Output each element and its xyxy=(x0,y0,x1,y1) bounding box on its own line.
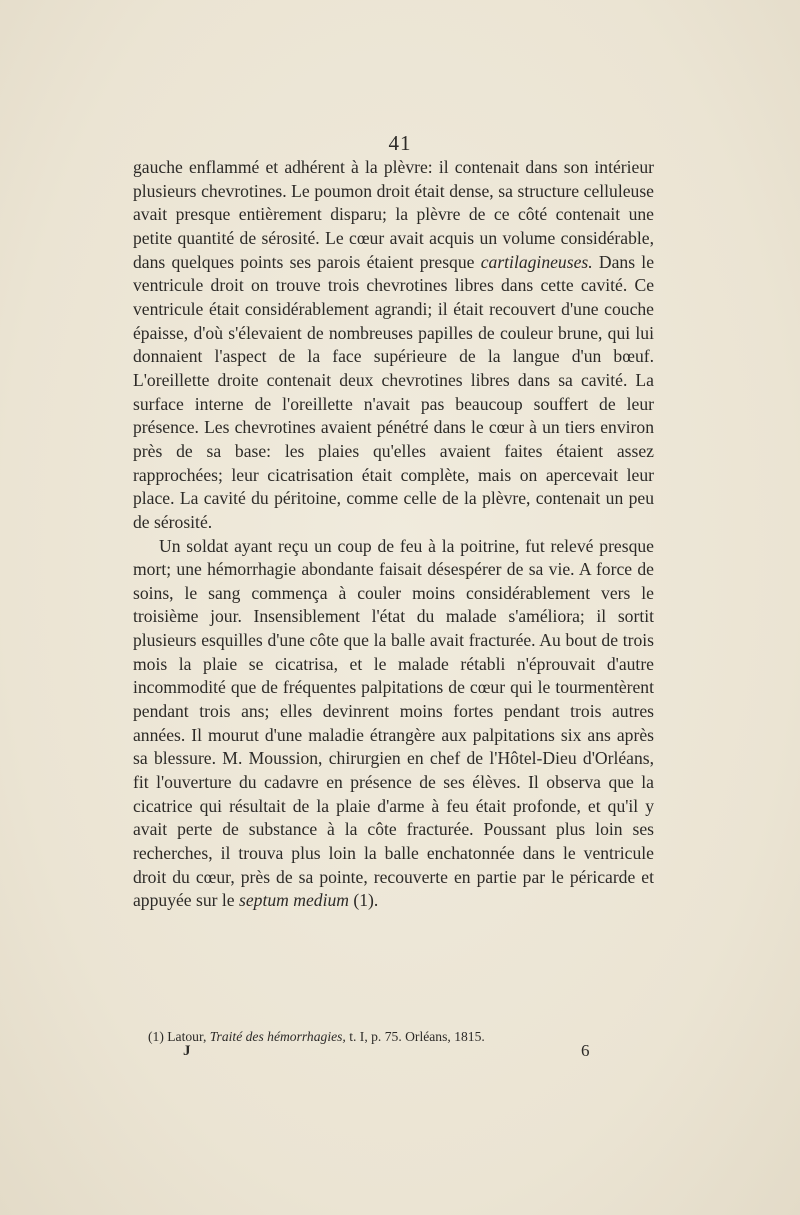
italic-term: septum medium xyxy=(239,890,349,911)
page-number: 41 xyxy=(388,131,412,155)
footnote-prefix: (1) Latour, xyxy=(148,1029,207,1044)
footnote-reference: (1). xyxy=(353,890,379,911)
italic-term: cartilagineuses. xyxy=(480,251,593,272)
paragraph-text: Dans le ventricule droit on trouve trois chevrotines libres dans cette cavité. Ce ventricule était considérablement agrandi; il était recouvert d'une couche épaisse, d'où s'élevaient de nombreuses papilles de couleur brune, qui lui donnaient l'aspect de la face supérieure de la langue d'un bœuf. L'oreillette droite contenait deux chevrotines libres dans sa cavité. La surface interne de l'oreillette n'avait pas beaucoup souffert de leur présence. Les chevrotines avaient pénétré dans le cœur à un tiers environ près de sa base: les plaies qu'elles avaient faites étaient assez rapprochées; leur cicatrisation était complète, mais on apercevait leur place. La cavité du péritoine, comme celle de la plèvre, contenait un peu de sérosité. xyxy=(133,251,655,532)
paragraph xyxy=(133,535,654,914)
signature-mark: J xyxy=(183,1043,191,1059)
body-text xyxy=(133,156,654,913)
sheet-number: 6 xyxy=(581,1041,590,1060)
paragraph-text: Un soldat ayant reçu un coup de feu à la poitrine, fut relevé presque mort; une hémorrhagie abondante faisait désespérer de sa vie. A force de soins, le sang commença à couler moins considérablement vers le troisième jour. Insensiblement l'état du malade s'améliora; il sortit plusieurs esquilles d'une côte que la balle avait fracturée. Au bout de trois mois la plaie se cicatrisa, et le malade rétabli n'éprouvait d'autre incommodité que de fréquentes palpitations de cœur qui le tourmentèrent pendant trois ans; elles devinrent moins fortes pendant trois autres années. Il mourut d'une maladie étrangère aux palpitations six ans après sa blessure. M. Moussion, chirurgien en chef de l'Hôtel-Dieu d'Orléans, fit l'ouverture du cadavre en présence de ses élèves. Il observa que la cicatrice qui résultait de la plaie d'arme à feu était profonde, et qu'il y avait perte de substance à la côte fracturée. Poussant plus loin ses recherches, il trouva plus loin la balle enchatonnée dans le ventricule droit du cœur, près de sa pointe, recouverte en partie par le péricarde et appuyée sur le xyxy=(133,535,654,911)
footnote-details: t. I, p. 75. Orléans, 1815. xyxy=(349,1029,485,1044)
footnote-title: Traité des hémorrhagies, xyxy=(209,1029,346,1044)
footnote xyxy=(148,1028,668,1046)
paragraph-text: gauche enflammé et adhérent à la plèvre: il contenait dans son intérieur plusieurs chevrotines. Le poumon droit était dense, sa structure celluleuse avait presque entièrement disparu; la plèvre de ce côté contenait une petite quantité de sérosité. Le cœur avait acquis un volume considérable, dans quelques points ses parois étaient presque xyxy=(133,157,654,272)
paragraph xyxy=(133,156,654,535)
